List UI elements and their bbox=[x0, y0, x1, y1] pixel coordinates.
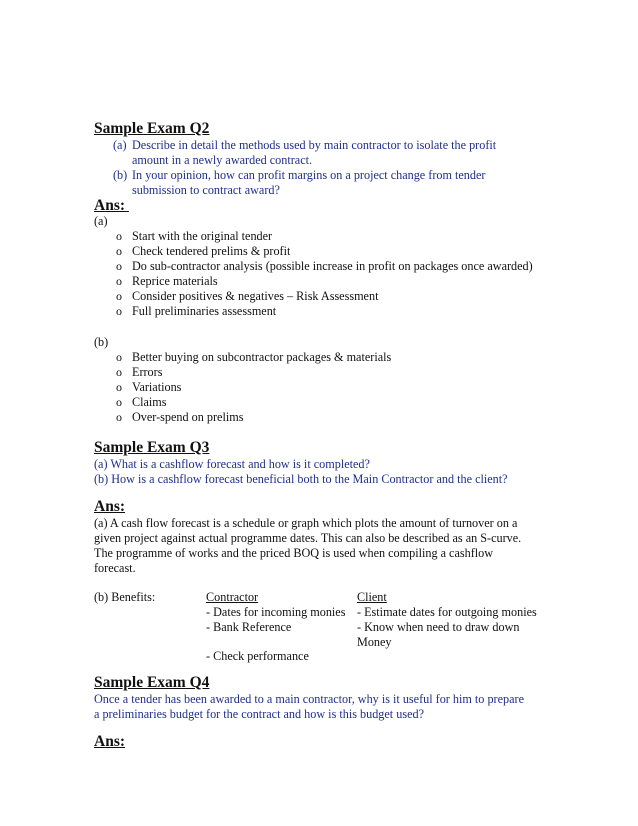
bullet-icon: o bbox=[116, 244, 122, 258]
q2-part-a-label: (a) bbox=[94, 214, 108, 228]
q2-question-a-label: (a) bbox=[113, 138, 127, 152]
q3-contractor-item: - Bank Reference bbox=[206, 620, 292, 634]
q4-ans-label: Ans: bbox=[94, 733, 126, 750]
q2-ans-label: Ans: bbox=[94, 197, 129, 214]
list-item: Full preliminaries assessment bbox=[132, 304, 277, 318]
list-item: Over-spend on prelims bbox=[132, 410, 244, 424]
list-item: Consider positives & negatives – Risk Assessment bbox=[132, 289, 379, 303]
list-item: Better buying on subcontractor packages & materials bbox=[132, 350, 392, 364]
list-item: Variations bbox=[132, 380, 182, 394]
q3-answer-a-line2: given project against actual programme dates. This can also be described as an S-curve. bbox=[94, 531, 522, 545]
bullet-icon: o bbox=[116, 350, 122, 364]
list-item: Claims bbox=[132, 395, 167, 409]
q3-question-a: (a) What is a cashflow forecast and how is it completed? bbox=[94, 457, 370, 471]
bullet-icon: o bbox=[116, 395, 122, 409]
q3-contractor-header: Contractor bbox=[206, 590, 259, 604]
q4-question-line2: a preliminaries budget for the contract and how is this budget used? bbox=[94, 707, 424, 721]
q4-question-line1: Once a tender has been awarded to a main contractor, why is it useful for him to prepare bbox=[94, 692, 524, 706]
q3-client-item: Money bbox=[357, 635, 392, 649]
q2-question-b-line1: In your opinion, how can profit margins on a project change from tender bbox=[132, 168, 486, 182]
q3-contractor-item: - Check performance bbox=[206, 649, 309, 663]
q3-contractor-item: - Dates for incoming monies bbox=[206, 605, 346, 619]
q3-client-item: - Estimate dates for outgoing monies bbox=[357, 605, 537, 619]
q3-benefits-label: (b) Benefits: bbox=[94, 590, 156, 604]
q3-answer-a-line4: forecast. bbox=[94, 561, 136, 575]
q3-answer-a-line1: (a) A cash flow forecast is a schedule or graph which plots the amount of turnover on a bbox=[94, 516, 518, 530]
q2-question-b-line2: submission to contract award? bbox=[132, 183, 280, 197]
bullet-icon: o bbox=[116, 289, 122, 303]
list-item: Check tendered prelims & profit bbox=[132, 244, 291, 258]
bullet-icon: o bbox=[116, 410, 122, 424]
bullet-icon: o bbox=[116, 229, 122, 243]
q3-ans-label: Ans: bbox=[94, 498, 126, 515]
bullet-icon: o bbox=[116, 304, 122, 318]
list-item: Start with the original tender bbox=[132, 229, 273, 243]
q2-part-b-label: (b) bbox=[94, 335, 109, 349]
q2-question-a-line1: Describe in detail the methods used by main contractor to isolate the profit bbox=[132, 138, 497, 152]
q3-client-item: - Know when need to draw down bbox=[357, 620, 520, 634]
list-item: Reprice materials bbox=[132, 274, 218, 288]
q3-client-header: Client bbox=[357, 590, 387, 604]
bullet-icon: o bbox=[116, 274, 122, 288]
q3-question-b: (b) How is a cashflow forecast beneficial both to the Main Contractor and the client? bbox=[94, 472, 508, 486]
bullet-icon: o bbox=[116, 365, 122, 379]
q2-question-a-line2: amount in a newly awarded contract. bbox=[132, 153, 313, 167]
list-item: Do sub-contractor analysis (possible increase in profit on packages once awarded) bbox=[132, 259, 533, 273]
q3-answer-a-line3: The programme of works and the priced BOQ is used when compiling a cashflow bbox=[94, 546, 494, 560]
list-item: Errors bbox=[132, 365, 163, 379]
bullet-icon: o bbox=[116, 259, 122, 273]
q2-heading: Sample Exam Q2 bbox=[94, 120, 210, 137]
bullet-icon: o bbox=[116, 380, 122, 394]
q3-heading: Sample Exam Q3 bbox=[94, 439, 210, 456]
q2-question-b-label: (b) bbox=[113, 168, 128, 182]
q4-heading: Sample Exam Q4 bbox=[94, 674, 210, 691]
